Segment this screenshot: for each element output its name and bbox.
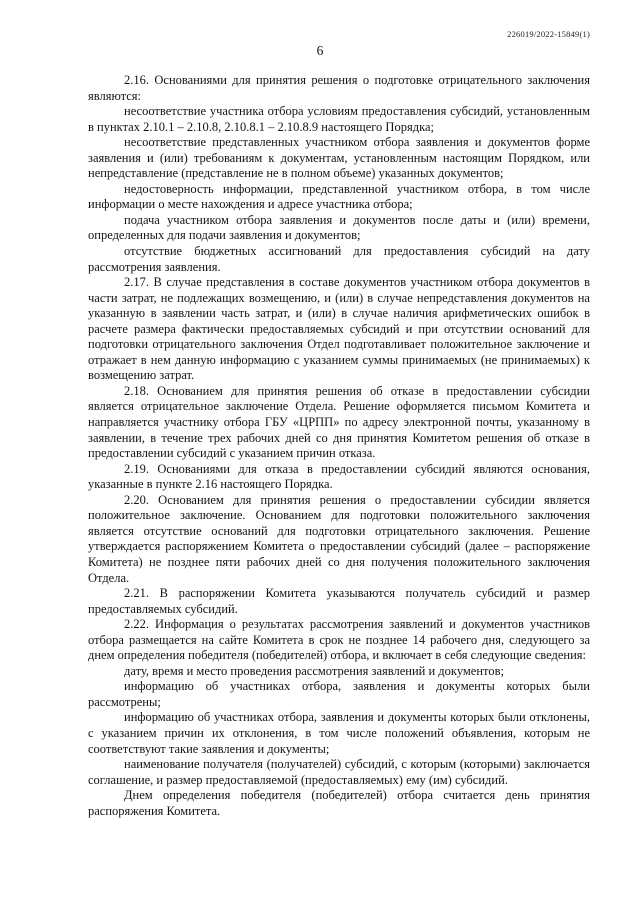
- paragraph-2-18: 2.18. Основанием для принятия решения об отказе в предоставлении субсидии является отрицательное заключение Отдела. Решение оформляется письмом Комитета и направляется участнику отбора ГБУ «ЦРПП» по адресу электронной почты, указанному в заявлении, в течение трех рабочих дней со дня принятия Комитетом решения об отказе в предоставлении субсидий с указанием причин отказа.: [88, 383, 590, 461]
- page-number: 6: [316, 43, 324, 58]
- paragraph-2-17: 2.17. В случае представления в составе документов участником отбора документов в части затрат, не подлежащих возмещению, и (или) в случае непредставления документов на указанную в заявлении часть затрат, и (или) в случае наличия арифметических ошибок в расчете размера фактически предоставляемых субсидий и при отсутствии оснований для подготовки отрицательного заключения Отдел подготавливает положительное заключение и отражает в нем данную информацию с указанием суммы принимаемых (не принимаемых) к возмещению затрат.: [88, 275, 590, 383]
- paragraph-2-16-item-5: отсутствие бюджетных ассигнований для предоставления субсидий на дату рассмотрения заявления.: [88, 244, 590, 274]
- document-body: [88, 73, 590, 819]
- paragraph-2-19: 2.19. Основаниями для отказа в предоставлении субсидий являются основания, указанные в пункте 2.16 настоящего Порядка.: [88, 461, 590, 492]
- paragraph-2-16-item-4: подача участником отбора заявления и документов после даты и (или) времени, определенных для подачи заявления и документов;: [88, 212, 590, 243]
- paragraph-2-22: 2.22. Информация о результатах рассмотрения заявлений и документов участников отбора размещается на сайте Комитета в срок не позднее 14 рабочего дня, следующего за днем определения победителя (победителей) отбора, и включает в себя следующие сведения:: [88, 617, 590, 663]
- paragraph-2-22-item-3: информацию об участниках отбора, заявления и документы которых были отклонены, с указанием причин их отклонения, в том числе положений объявления, которым не соответствуют такие заявления и документы;: [88, 710, 590, 756]
- paragraph-winner-date: Днем определения победителя (победителей) отбора считается день принятия распоряжения Комитета.: [88, 788, 590, 818]
- paragraph-2-16-item-1: несоответствие участника отбора условиям предоставления субсидий, установленным в пунктах 2.10.1 – 2.10.8, 2.10.8.1 – 2.10.8.9 настоящего Порядка;: [88, 104, 590, 134]
- paragraph-2-22-item-1: дату, время и место проведения рассмотрения заявлений и документов;: [124, 663, 504, 678]
- paragraph-2-22-item-2: информацию об участниках отбора, заявления и документы которых были рассмотрены;: [88, 679, 590, 709]
- paragraph-2-16-item-3: недостоверность информации, представленной участником отбора, в том числе информации о месте нахождения и адресе участника отбора;: [88, 181, 590, 212]
- paragraph-2-16: 2.16. Основаниями для принятия решения о подготовке отрицательного заключения являются:: [88, 73, 590, 103]
- paragraph-2-22-item-4: наименование получателя (получателей) субсидий, с которым (которыми) заключается соглашение, и размер предоставляемой (предоставляемых) ему (им) субсидий.: [88, 757, 590, 787]
- paragraph-2-20: 2.20. Основанием для принятия решения о предоставлении субсидии является положительное заключение. Основанием для подготовки положительного заключения является отсутствие оснований для подготовки отрицательного заключения. Решение утверждается распоряжением Комитета о предоставлении субсидий (далее – распоряжение Комитета) не позднее пяти рабочих дней со дня получения положительного заключения Отдела.: [88, 492, 590, 585]
- paragraph-2-21: 2.21. В распоряжении Комитета указываются получатель субсидий и размер предоставляемых субсидий.: [88, 586, 590, 616]
- document-registration-number: 226019/2022-15849(1): [507, 29, 590, 39]
- paragraph-2-16-item-2: несоответствие представленных участником отбора заявления и документов форме заявления и (или) требованиям к документам, установленным настоящим Порядком, или непредставление (представление не в полном объеме) указанных документов;: [88, 135, 590, 181]
